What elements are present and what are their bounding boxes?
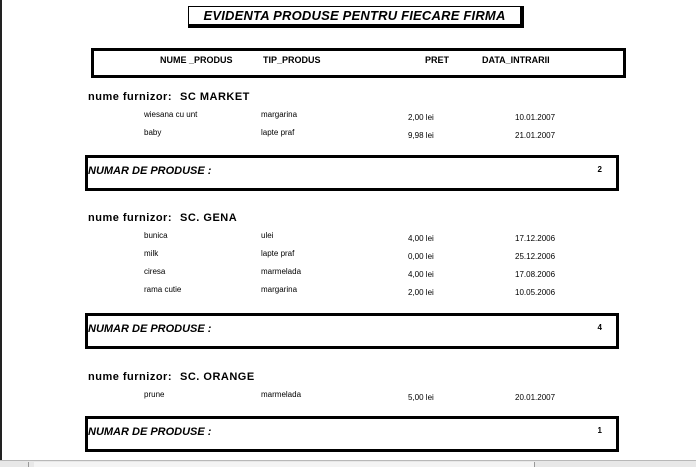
product-type: margarina xyxy=(261,285,298,294)
supplier-heading xyxy=(88,371,255,383)
product-name: wiesana cu unt xyxy=(144,110,198,119)
column-header-price: PRET xyxy=(425,55,450,65)
product-date: 10.05.2006 xyxy=(515,288,556,297)
product-name: prune xyxy=(144,390,165,399)
supplier-name: SC. ORANGE xyxy=(180,371,255,383)
product-date: 25.12.2006 xyxy=(515,252,556,261)
column-header-type: TIP_PRODUS xyxy=(263,55,321,65)
table-row xyxy=(0,110,696,126)
table-row xyxy=(0,390,696,406)
table-row xyxy=(0,231,696,247)
group-total-box xyxy=(85,313,619,349)
total-label: NUMAR DE PRODUSE : xyxy=(88,426,212,438)
product-name: bunica xyxy=(144,231,168,240)
product-price: 4,00 lei xyxy=(408,234,434,243)
supplier-name: SC MARKET xyxy=(180,91,250,103)
total-count: 4 xyxy=(597,323,602,332)
product-date: 20.01.2007 xyxy=(515,393,556,402)
column-header-name: NUME _PRODUS xyxy=(160,55,233,65)
supplier-heading xyxy=(88,91,250,103)
table-row xyxy=(0,285,696,301)
product-date: 10.01.2007 xyxy=(515,113,556,122)
product-price: 0,00 lei xyxy=(408,252,434,261)
total-label: NUMAR DE PRODUSE : xyxy=(88,323,212,335)
product-date: 17.08.2006 xyxy=(515,270,556,279)
status-bar-segment xyxy=(2,462,29,467)
column-header-date: DATA_INTRARII xyxy=(482,55,550,65)
product-type: marmelada xyxy=(261,390,302,399)
product-name: ciresa xyxy=(144,267,166,276)
total-label: NUMAR DE PRODUSE : xyxy=(88,165,212,177)
table-row xyxy=(0,249,696,265)
group-total-box xyxy=(85,416,619,452)
supplier-heading xyxy=(88,212,237,224)
supplier-label: nume furnizor: xyxy=(88,91,172,103)
supplier-label: nume furnizor: xyxy=(88,371,172,383)
product-name: rama cutie xyxy=(144,285,182,294)
product-type: marmelada xyxy=(261,267,302,276)
total-count: 1 xyxy=(597,426,602,435)
table-row xyxy=(0,267,696,283)
product-price: 5,00 lei xyxy=(408,393,434,402)
status-bar-segment xyxy=(540,462,690,467)
report-title: EVIDENTA PRODUSE PENTRU FIECARE FIRMA xyxy=(188,6,524,28)
column-header-bar xyxy=(91,48,626,78)
table-row xyxy=(0,128,696,144)
product-price: 2,00 lei xyxy=(408,113,434,122)
product-date: 17.12.2006 xyxy=(515,234,556,243)
horizontal-scrollbar[interactable] xyxy=(34,462,535,467)
product-date: 21.01.2007 xyxy=(515,131,556,140)
product-type: lapte praf xyxy=(261,128,295,137)
product-price: 4,00 lei xyxy=(408,270,434,279)
product-type: margarina xyxy=(261,110,298,119)
product-price: 2,00 lei xyxy=(408,288,434,297)
total-count: 2 xyxy=(597,165,602,174)
supplier-name: SC. GENA xyxy=(180,212,238,224)
product-name: milk xyxy=(144,249,159,258)
group-total-box xyxy=(85,155,619,191)
product-type: lapte praf xyxy=(261,249,295,258)
status-bar xyxy=(0,460,696,467)
supplier-label: nume furnizor: xyxy=(88,212,172,224)
product-name: baby xyxy=(144,128,162,137)
product-price: 9,98 lei xyxy=(408,131,434,140)
product-type: ulei xyxy=(261,231,274,240)
